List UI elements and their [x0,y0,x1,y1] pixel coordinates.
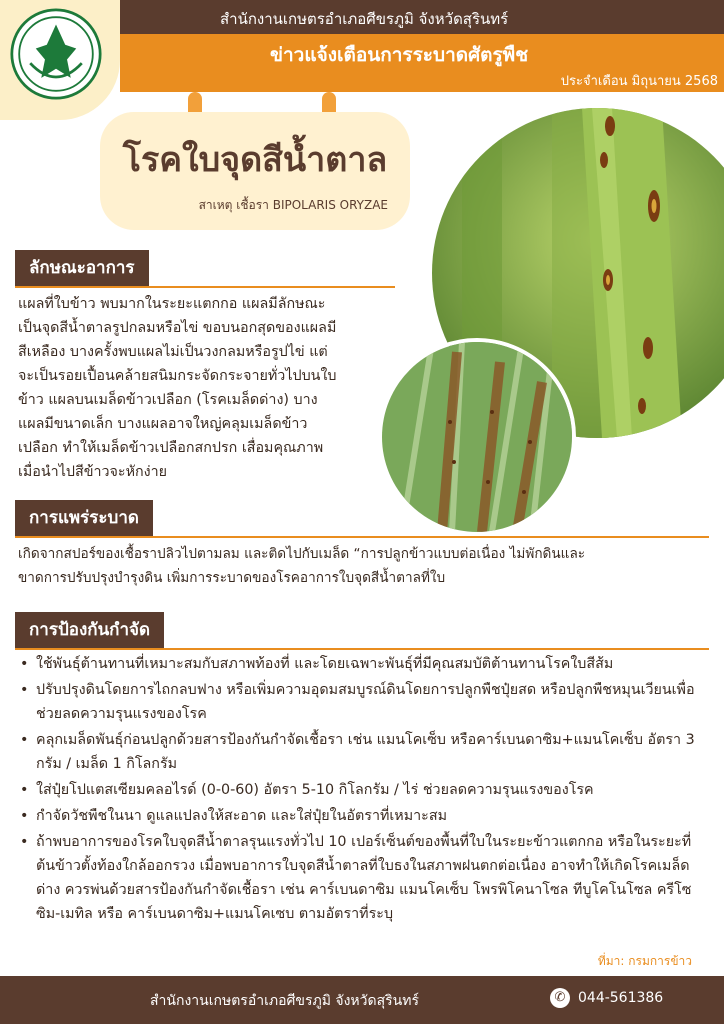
headline: ข่าวแจ้งเตือนการระบาดศัตรูพืช [270,44,529,66]
disease-cause: สาเหตุ เชื้อรา BIPOLARIS ORYZAE [198,198,388,212]
spread-rule [15,536,709,538]
symptoms-line: เปลือก ทำให้เมล็ดข้าวเปลือกสกปรก เสื่อมคุณภาพ [18,440,324,456]
title-card [100,112,410,230]
symptoms-text [18,292,398,484]
spread-heading: การแพร่ระบาด [15,500,153,536]
spread-line: เกิดจากสปอร์ของเชื้อราปลิวไปตามลม และติดไปกับเมล็ด “การปลูกข้าวแบบต่อเนื่อง ไม่พักดินและ [18,546,586,562]
list-item: • ใส่ปุ๋ยโปแตสเซียมคลอไรด์ (0-0-60) อัตรา 5-10 กิโลกรัม / ไร่ ช่วยลดความรุนแรงของโรค [18,778,708,802]
footer-office: สำนักงานเกษตรอำเภอศีขรภูมิ จังหวัดสุรินทร์ [150,993,420,1009]
list-item: • กำจัดวัชพืชในนา ดูแลแปลงให้สะอาด และใส่ปุ๋ยในอัตราที่เหมาะสม [18,804,708,828]
symptoms-line: เป็นจุดสีน้ำตาลรูปกลมหรือไข่ ขอบนอกสุดของแผลมี [18,320,337,336]
symptoms-line: สีเหลือง บางครั้งพบแผลไม่เป็นวงกลมหรือรูปไข่ แต่ [18,344,328,360]
list-item: • ถ้าพบอาการของโรคใบจุดสีน้ำตาลรุนแรงทั่วไป 10 เปอร์เซ็นต์ของพื้นที่ใบในระยะข้าวแตกกอ หรือในระยะที่ต้นข้าวตั้งท้องใกล้ออกรวง เมื่อพบอาการใบจุดสีน้ำตาลที่ใบธงในสภาพฝนตกต่อเนื่อง อาจทำให้เกิดโรคเมล็ดด่าง ควรพ่นด้วยสารป้องกันกำจัดเชื้อรา เช่น คาร์เบนดาซิม แมนโคเซ็บ โพรพิโคนาโซล ทีบูโคโนโซล ครีโซซิม-เมทิล หรือ คาร์เบนดาซิม+แมนโคเซบ ตามอัตราที่ระบุ [18,830,708,926]
control-heading: การป้องกันกำจัด [15,612,164,648]
control-rule [15,648,709,650]
spread-line: ขาดการปรับปรุงบำรุงดิน เพิ่มการระบาดของโรคอาการใบจุดสีน้ำตาลที่ใบ [18,570,446,586]
symptoms-line: แผลที่ใบข้าว พบมากในระยะแตกกอ แผลมีลักษณะ [18,296,326,312]
footer-phone[interactable]: 044-561386 [578,990,664,1006]
headline-bar [120,34,724,92]
symptoms-rule [15,286,395,288]
office-name: สำนักงานเกษตรอำเภอศีขรภูมิ จังหวัดสุรินทร์ [220,10,509,28]
symptoms-heading: ลักษณะอาการ [15,250,149,286]
control-list [18,652,708,928]
symptoms-line: เมื่อนำไปสีข้าวจะหักง่าย [18,464,168,480]
spread-text [18,542,718,590]
list-item: • คลุกเมล็ดพันธุ์ก่อนปลูกด้วยสารป้องกันกำจัดเชื้อรา เช่น แมนโคเซ็บ หรือคาร์เบนดาซิม+แมนโคเซ็บ อัตรา 3 กรัม / เมล็ด 1 กิโลกรัม [18,728,708,776]
symptoms-line: แผลมีขนาดเล็ก บางแผลอาจใหญ่คลุมเมล็ดข้าว [18,416,308,432]
rice-photo-small [378,338,576,536]
department-logo [10,8,102,100]
source-credit: ที่มา: กรมการข้าว [597,954,692,968]
symptoms-line: ข้าว แผลบนเมล็ดข้าวเปลือก (โรคเมล็ดด่าง) บาง [18,392,318,408]
list-item: • ใช้พันธุ์ต้านทานที่เหมาะสมกับสภาพท้องที่ และโดยเฉพาะพันธุ์ที่มีคุณสมบัติต้านทานโรคใบสีส้ม [18,652,708,676]
symptoms-line: จะเป็นรอยเปื้อนคล้ายสนิมกระจัดกระจายทั่วไปบนใบ [18,368,337,384]
footer-bar [0,976,724,1024]
disease-title: โรคใบจุดสีน้ำตาล [122,140,388,180]
issue-month: ประจำเดือน มิถุนายน 2568 [560,74,718,89]
list-item: • ปรับปรุงดินโดยการไถกลบฟาง หรือเพิ่มความอุดมสมบูรณ์ดินโดยการปลูกพืชปุ๋ยสด หรือปลูกพืชหมุนเวียนเพื่อช่วยลดความรุนแรงของโรค [18,678,708,726]
phone-icon: ✆ [550,988,570,1008]
